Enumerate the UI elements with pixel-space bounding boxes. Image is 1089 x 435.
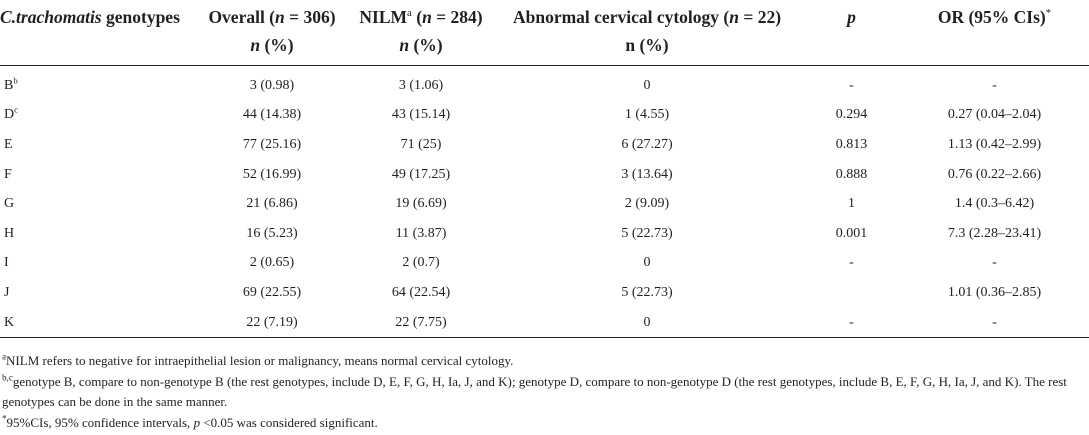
cell-abnormal: 0	[643, 255, 651, 271]
cell-p-value	[803, 278, 900, 308]
cell-genotype: G	[4, 196, 15, 212]
header-p-sub	[803, 35, 900, 66]
cell-odds-ratio: -	[992, 255, 997, 271]
table-row	[0, 308, 1089, 338]
cell-overall: 69 (22.55)	[242, 284, 302, 300]
cell-genotype: F	[4, 166, 12, 182]
header-or: OR (95% CIs)*	[937, 7, 1052, 27]
cell-overall: 16 (5.23)	[246, 225, 298, 241]
cell-odds-ratio: -	[992, 77, 997, 93]
table-row	[0, 160, 1089, 190]
table-header	[0, 0, 1089, 66]
cell-abnormal: 5 (22.73)	[621, 225, 673, 241]
genotype-footnote-mark: b	[13, 75, 18, 86]
cell-p-value: -	[849, 77, 854, 93]
cell-overall: 21 (6.86)	[246, 196, 298, 212]
cell-odds-ratio: 7.3 (2.28–23.41)	[947, 225, 1042, 241]
header-overall-sub: n (%)	[193, 35, 351, 66]
cell-genotype: E	[4, 136, 13, 152]
cell-overall: 77 (25.16)	[242, 136, 302, 152]
cell-nilm: 43 (15.14)	[391, 107, 451, 123]
cell-odds-ratio: 1.4 (0.3–6.42)	[954, 196, 1035, 212]
cell-odds-ratio: 1.13 (0.42–2.99)	[947, 136, 1042, 152]
footnote-bc: $^{b,c}$genotype B, compare to non-genotype B (the rest genotypes, include D, E, F, G, H, Ia, J, and K); genotype D, compare to non-genotype D (the rest genotypes, include B, E, F, G, H, Ia, J, and K). The rest genotypes can be done in the same manner.	[2, 372, 1067, 409]
header-overall: Overall (n = 306)	[208, 7, 336, 27]
table-body	[0, 66, 1089, 338]
header-p: p	[847, 7, 856, 27]
cell-abnormal: 0	[643, 77, 651, 93]
cell-p-value: 1	[848, 196, 855, 212]
cell-nilm: 11 (3.87)	[395, 225, 447, 241]
cell-nilm: 71 (25)	[400, 136, 442, 152]
table-row	[0, 189, 1089, 219]
cell-abnormal: 6 (27.27)	[621, 136, 673, 152]
table-row	[0, 278, 1089, 308]
header-genotypes: C.trachomatis genotypes	[0, 7, 180, 27]
cell-nilm: 3 (1.06)	[398, 77, 444, 93]
cell-nilm: 2 (0.7)	[402, 255, 440, 271]
cell-abnormal: 2 (9.09)	[624, 196, 670, 212]
header-nilm-sub: n (%)	[351, 35, 491, 66]
table-row	[0, 219, 1089, 249]
cell-genotype: J	[4, 284, 10, 300]
cell-genotype: $D^c$	[4, 104, 18, 123]
cell-overall: 22 (7.19)	[193, 308, 351, 338]
header-abnormal: Abnormal cervical cytology (n = 22)	[512, 7, 782, 27]
cell-abnormal: 5 (22.73)	[621, 284, 673, 300]
cell-abnormal: 3 (13.64)	[621, 166, 673, 182]
cell-genotype: $B^b$	[4, 75, 18, 93]
cell-p-value: 0.001	[835, 225, 868, 241]
cell-genotype: K	[0, 308, 193, 338]
cell-overall: 2 (0.65)	[249, 255, 295, 271]
cell-overall: 44 (14.38)	[242, 107, 302, 123]
cell-p-value: 0.888	[835, 166, 868, 182]
header-row-2	[0, 35, 1089, 66]
cell-p-value: -	[849, 255, 854, 271]
cell-overall: 52 (16.99)	[242, 166, 302, 182]
footnote-star: *95%CIs, 95% confidence intervals, p <0.05 was considered significant.	[2, 413, 378, 430]
cell-genotype: I	[4, 255, 9, 271]
footnotes	[2, 351, 1082, 434]
cell-odds-ratio: 0.27 (0.04–2.04)	[947, 107, 1042, 123]
cell-nilm: 64 (22.54)	[391, 284, 451, 300]
cell-p-value: -	[803, 308, 900, 338]
table-row	[0, 66, 1089, 101]
table-row	[0, 130, 1089, 160]
cell-p-value: 0.294	[835, 107, 868, 123]
cell-genotype: H	[4, 225, 15, 241]
header-row-1	[0, 0, 1089, 35]
header-abnormal-sub: n (%)	[491, 35, 803, 66]
table-row	[0, 101, 1089, 131]
cell-abnormal: 0	[491, 308, 803, 338]
header-nilm: NILM$^a$ (n = 284)	[359, 7, 483, 27]
header-sub-empty	[0, 35, 193, 66]
genotype-footnote-mark: c	[14, 104, 18, 115]
cell-odds-ratio: 0.76 (0.22–2.66)	[947, 166, 1042, 182]
cell-odds-ratio: -	[900, 308, 1089, 338]
header-or-sub	[900, 35, 1089, 66]
cell-odds-ratio: 1.01 (0.36–2.85)	[947, 284, 1042, 300]
cell-nilm: 49 (17.25)	[391, 166, 451, 182]
cell-overall: 3 (0.98)	[249, 77, 295, 93]
cell-nilm: 22 (7.75)	[351, 308, 491, 338]
footnote-a: $^a$NILM refers to negative for intraepithelial lesion or malignancy, means normal cervical cytology.	[2, 351, 514, 368]
table-row	[0, 249, 1089, 279]
cell-nilm: 19 (6.69)	[395, 196, 447, 212]
cell-p-value: 0.813	[835, 136, 868, 152]
cell-abnormal: 1 (4.55)	[624, 107, 670, 123]
